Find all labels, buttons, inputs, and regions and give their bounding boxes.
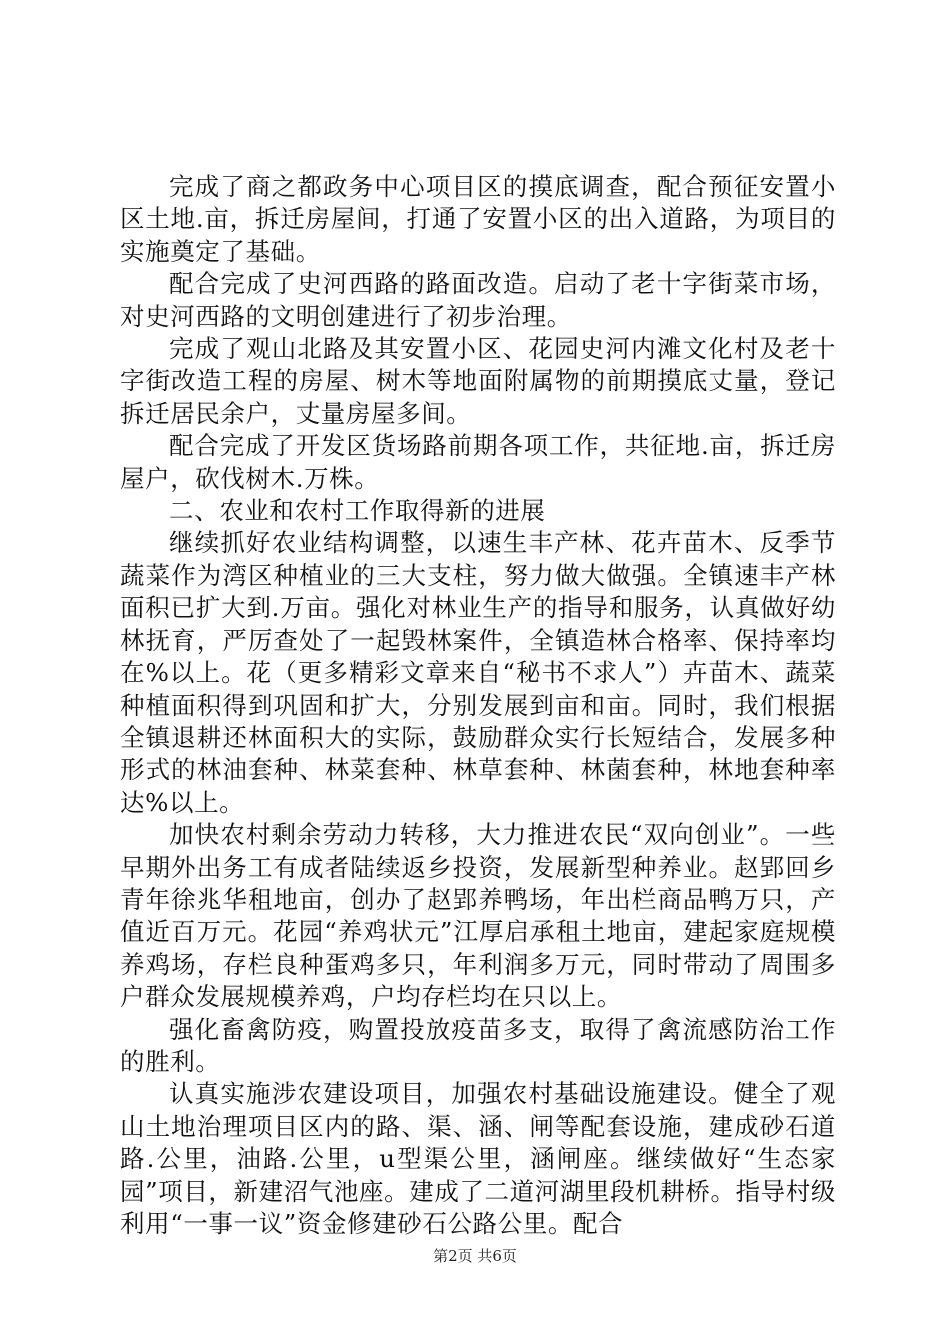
paragraph: 加快农村剩余劳动力转移，大力推进农民“双向创业”。一些早期外出务工有成者陆续返乡投资，发展新型种养业。赵郢回乡青年徐兆华租地亩，创办了赵郢养鸭场，年出栏商品鸭万只，产值近百万元。花园“养鸡状元”江厚启承租土地亩，建起家庭规模养鸡场，存栏良种蛋鸡多只，年利润多万元，同时带动了周围多户群众发展规模养鸡，户均存栏均在只以上。 bbox=[120, 820, 836, 1012]
document-body bbox=[120, 171, 836, 1240]
page-number-footer: 第2页 共6页 bbox=[433, 1247, 517, 1265]
paragraph: 配合完成了史河西路的路面改造。启动了老十字街菜市场，对史河西路的文明创建进行了初步治理。 bbox=[120, 269, 836, 331]
paragraph: 继续抓好农业结构调整，以速生丰产林、花卉苗木、反季节蔬菜作为湾区种植业的三大支柱，努力做大做强。全镇速丰产林面积已扩大到.万亩。强化对林业生产的指导和服务，认真做好幼林抚育，严厉查处了一起毁林案件，全镇造林合格率、保持率均在%以上。花（更多精彩文章来自“秘书不求人”）卉苗木、蔬菜种植面积得到巩固和扩大，分别发展到亩和亩。同时，我们根据全镇退耕还林面积大的实际，鼓励群众实行长短结合，发展多种形式的林油套种、林菜套种、林草套种、林菌套种，林地套种率达%以上。 bbox=[120, 528, 836, 817]
paragraph: 完成了商之都政务中心项目区的摸底调查，配合预征安置小区土地.亩，拆迁房屋间，打通了安置小区的出入道路，为项目的实施奠定了基础。 bbox=[120, 172, 836, 266]
paragraph: 认真实施涉农建设项目，加强农村基础设施建设。健全了观山土地治理项目区内的路、渠、涵、闸等配套设施，建成砂石道路.公里，油路.公里，u型渠公里，涵闸座。继续做好“生态家园”项目，新建沼气池座。建成了二道河湖里段机耕桥。指导村级利用“一事一议”资金修建砂石公路公里。配合 bbox=[120, 1079, 836, 1238]
paragraph: 强化畜禽防疫，购置投放疫苗多支，取得了禽流感防治工作的胜利。 bbox=[120, 1014, 836, 1076]
paragraph: 完成了观山北路及其安置小区、花园史河内滩文化村及老十字街改造工程的房屋、树木等地面附属物的前期摸底丈量，登记拆迁居民余户，丈量房屋多间。 bbox=[120, 334, 836, 428]
section-heading: 二、农业和农村工作取得新的进展 bbox=[169, 496, 546, 526]
paragraph: 配合完成了开发区货场路前期各项工作，共征地.亩，拆迁房屋户，砍伐树木.万株。 bbox=[120, 431, 836, 493]
